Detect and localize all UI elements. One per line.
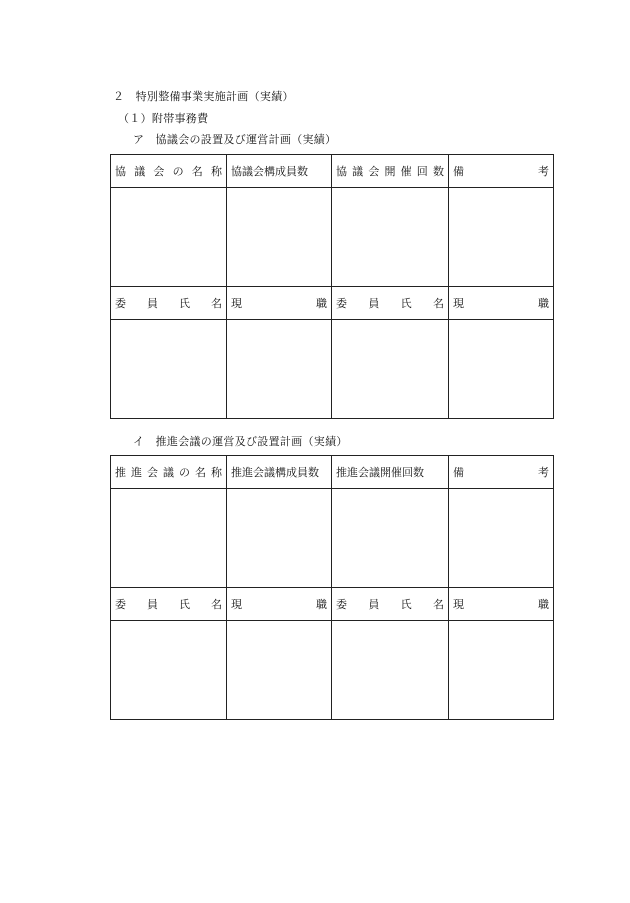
- council-members-cell[interactable]: [227, 188, 332, 287]
- council-meetings-cell[interactable]: [332, 188, 449, 287]
- meeting-members-header: 推進会議構成員数: [227, 456, 332, 489]
- meeting-member-position-header: 現 職: [227, 588, 332, 621]
- member-position-cell[interactable]: [227, 320, 332, 419]
- council-member-entry-row: [111, 320, 554, 419]
- meeting-member-position-header-2: 現 職: [449, 588, 554, 621]
- meeting-entry-row: [111, 489, 554, 588]
- council-members-header: 協議会構成員数: [227, 155, 332, 188]
- item-i-heading: イ 推進会議の運営及び設置計画（実績）: [133, 435, 348, 448]
- subsection-heading: （１）附帯事務費: [118, 112, 209, 125]
- council-header-row: [111, 155, 554, 188]
- item-a-heading: ア 協議会の設置及び運営計画（実績）: [133, 133, 337, 146]
- meeting-remarks-cell[interactable]: [449, 489, 554, 588]
- council-member-header-row: [111, 287, 554, 320]
- meeting-header-row: [111, 456, 554, 489]
- meeting-members-cell[interactable]: [227, 489, 332, 588]
- meeting-member-name-cell[interactable]: [111, 621, 227, 720]
- meeting-member-name-header: 委 員 氏 名: [111, 588, 227, 621]
- council-remarks-cell[interactable]: [449, 188, 554, 287]
- meeting-member-header-row: [111, 588, 554, 621]
- council-meetings-header: 協 議 会 開 催 回 数: [332, 155, 449, 188]
- council-table: [110, 154, 554, 419]
- member-name-header-2: 委 員 氏 名: [332, 287, 449, 320]
- meeting-remarks-header: 備 考: [449, 456, 554, 489]
- meeting-member-entry-row: [111, 621, 554, 720]
- meeting-member-name-header-2: 委 員 氏 名: [332, 588, 449, 621]
- member-position-header-2: 現 職: [449, 287, 554, 320]
- council-name-cell[interactable]: [111, 188, 227, 287]
- council-remarks-header: 備 考: [449, 155, 554, 188]
- member-name-header: 委 員 氏 名: [111, 287, 227, 320]
- section-heading: ２ 特別整備事業実施計画（実績）: [113, 90, 294, 103]
- member-name-cell[interactable]: [111, 320, 227, 419]
- meeting-member-name-cell-2[interactable]: [332, 621, 449, 720]
- meeting-name-cell[interactable]: [111, 489, 227, 588]
- member-position-cell-2[interactable]: [449, 320, 554, 419]
- meeting-count-header: 推進会議開催回数: [332, 456, 449, 489]
- council-name-header: 協 議 会 の 名 称: [111, 155, 227, 188]
- meeting-member-position-cell-2[interactable]: [449, 621, 554, 720]
- council-entry-row: [111, 188, 554, 287]
- promotion-meeting-table: [110, 455, 554, 720]
- meeting-member-position-cell[interactable]: [227, 621, 332, 720]
- meeting-name-header: 推 進 会 議 の 名 称: [111, 456, 227, 489]
- meeting-count-cell[interactable]: [332, 489, 449, 588]
- member-position-header: 現 職: [227, 287, 332, 320]
- member-name-cell-2[interactable]: [332, 320, 449, 419]
